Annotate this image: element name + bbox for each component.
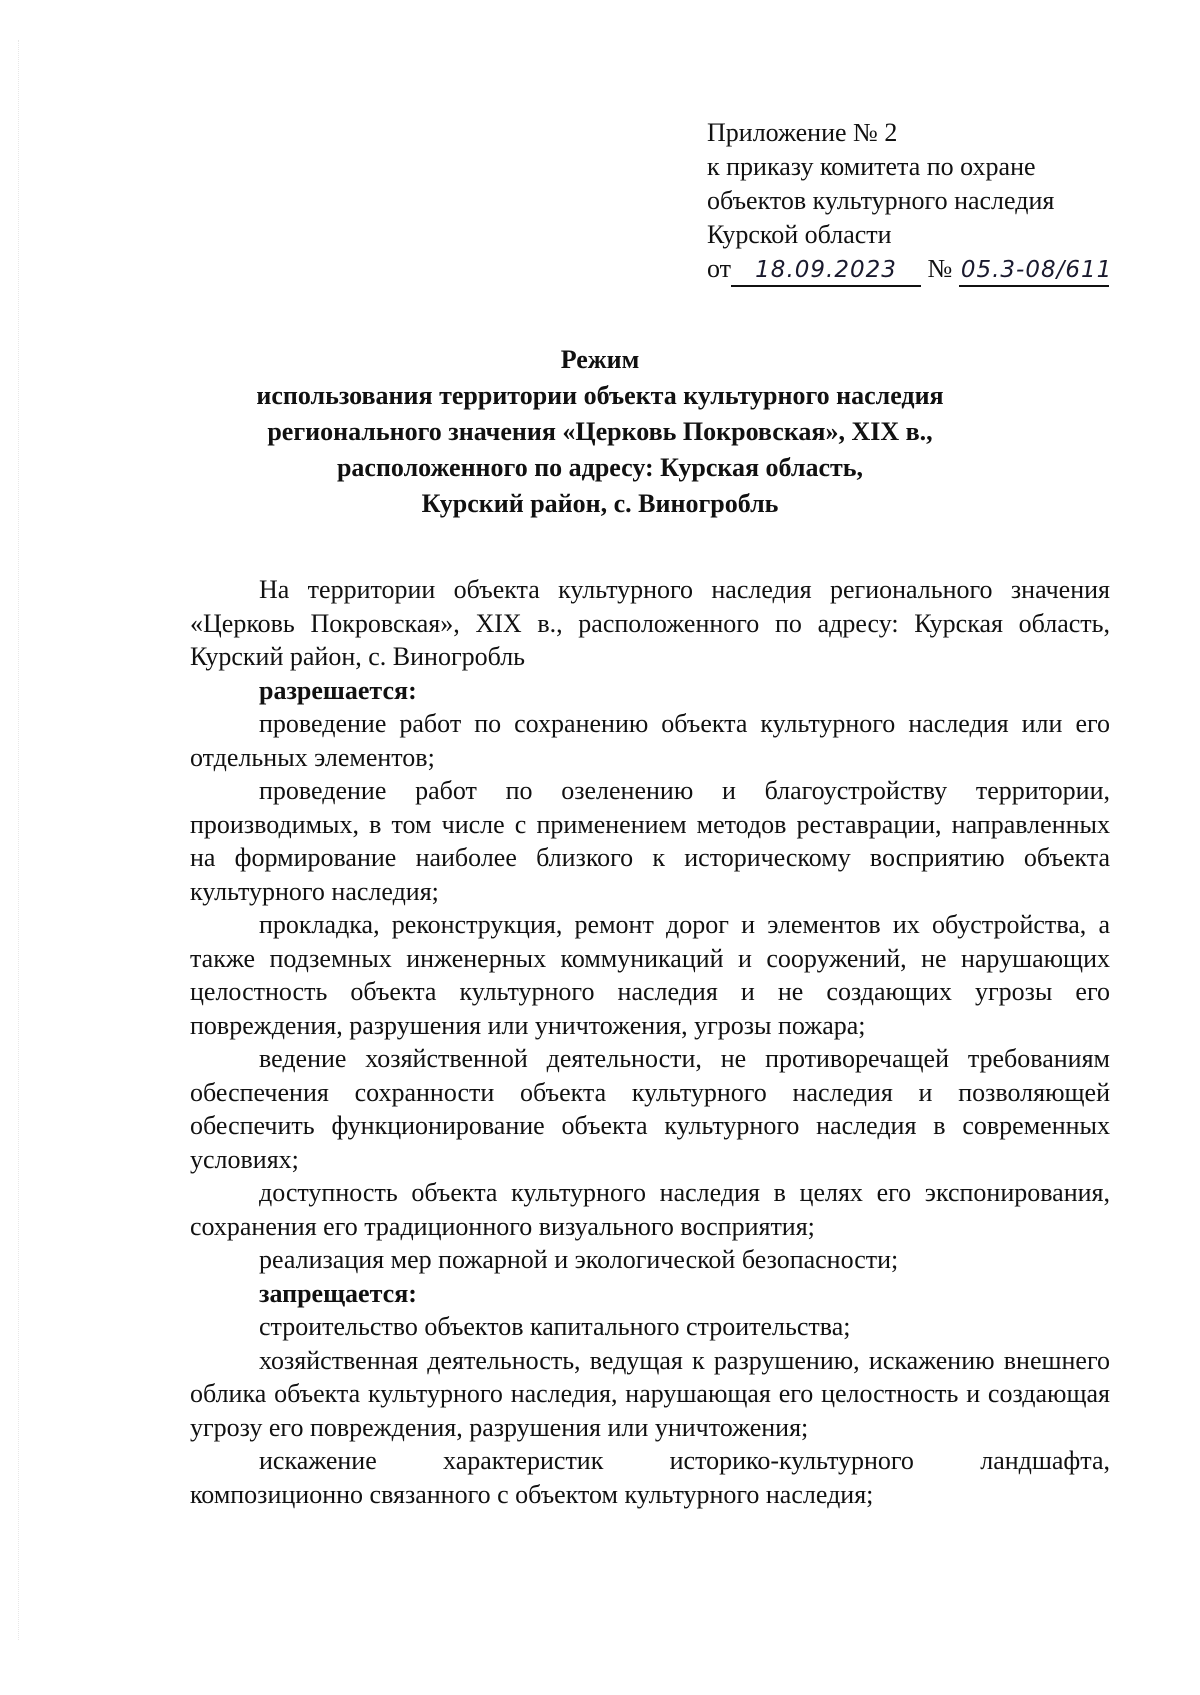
attachment-committee: объектов культурного наследия bbox=[707, 186, 1055, 215]
title-line-3: регионального значения «Церковь Покровская», XIX в., bbox=[267, 417, 933, 446]
order-number: 05.3-08/611 bbox=[959, 257, 1109, 287]
attachment-region: Курской области bbox=[707, 220, 892, 249]
attachment-date-number bbox=[707, 252, 1167, 287]
title-line-5: Курский район, с. Виногробль bbox=[421, 489, 779, 518]
order-date: 18.09.2023 bbox=[731, 257, 921, 287]
allowed-item: проведение работ по озеленению и благоустройству территории, производимых, в том числе с применением методов реставрации, направленных на формирование наиболее близкого к историческому восприятию объекта культурного наследия; bbox=[190, 776, 1110, 906]
title-line-1: Режим bbox=[560, 345, 640, 374]
allowed-label: разрешается: bbox=[259, 675, 417, 705]
forbidden-item: строительство объектов капитального строительства; bbox=[259, 1312, 851, 1341]
title-line-4: расположенного по адресу: Курская область, bbox=[336, 453, 864, 482]
allowed-item: доступность объекта культурного наследия в целях его экспонирования, сохранения его традиционного визуального восприятия; bbox=[190, 1178, 1110, 1241]
document-title bbox=[200, 342, 1000, 522]
scan-margin-marks bbox=[18, 40, 23, 1640]
allowed-item: ведение хозяйственной деятельности, не противоречащей требованиям обеспечения сохранности объекта культурного наследия и позволяющей обеспечить функционирование объекта культурного наследия в современных условиях; bbox=[190, 1044, 1110, 1174]
allowed-item: прокладка, реконструкция, ремонт дорог и элементов их обустройства, а также подземных инженерных коммуникаций и сооружений, не нарушающих целостность объекта культурного наследия и не создающих угрозы его повреждения, разрушения или уничтожения, угрозы пожара; bbox=[190, 910, 1110, 1040]
forbidden-label: запрещается: bbox=[259, 1278, 417, 1308]
title-line-2: использования территории объекта культурного наследия bbox=[256, 381, 944, 410]
intro-paragraph: На территории объекта культурного наследия регионального значения «Церковь Покровская», XIX в., расположенного по адресу: Курская область, Курский район, с. Виногробль bbox=[190, 575, 1110, 671]
attachment-title: Приложение № 2 bbox=[707, 118, 898, 147]
document-body bbox=[190, 573, 1110, 1511]
number-label: № bbox=[927, 254, 953, 283]
allowed-item: реализация мер пожарной и экологической безопасности; bbox=[259, 1245, 899, 1274]
allowed-item: проведение работ по сохранению объекта культурного наследия или его отдельных элементов; bbox=[190, 709, 1110, 772]
forbidden-item: хозяйственная деятельность, ведущая к разрушению, искажению внешнего облика объекта культурного наследия, нарушающая его целостность и создающая угрозу его повреждения, разрушения или уничтожения; bbox=[190, 1345, 1110, 1442]
attachment-header bbox=[707, 116, 1167, 287]
forbidden-item: искажение характеристик историко-культурного ландшафта, композиционно связанного с объектом культурного наследия; bbox=[190, 1446, 1110, 1509]
attachment-order-ref: к приказу комитета по охране bbox=[707, 152, 1036, 181]
from-label: от bbox=[707, 254, 732, 283]
